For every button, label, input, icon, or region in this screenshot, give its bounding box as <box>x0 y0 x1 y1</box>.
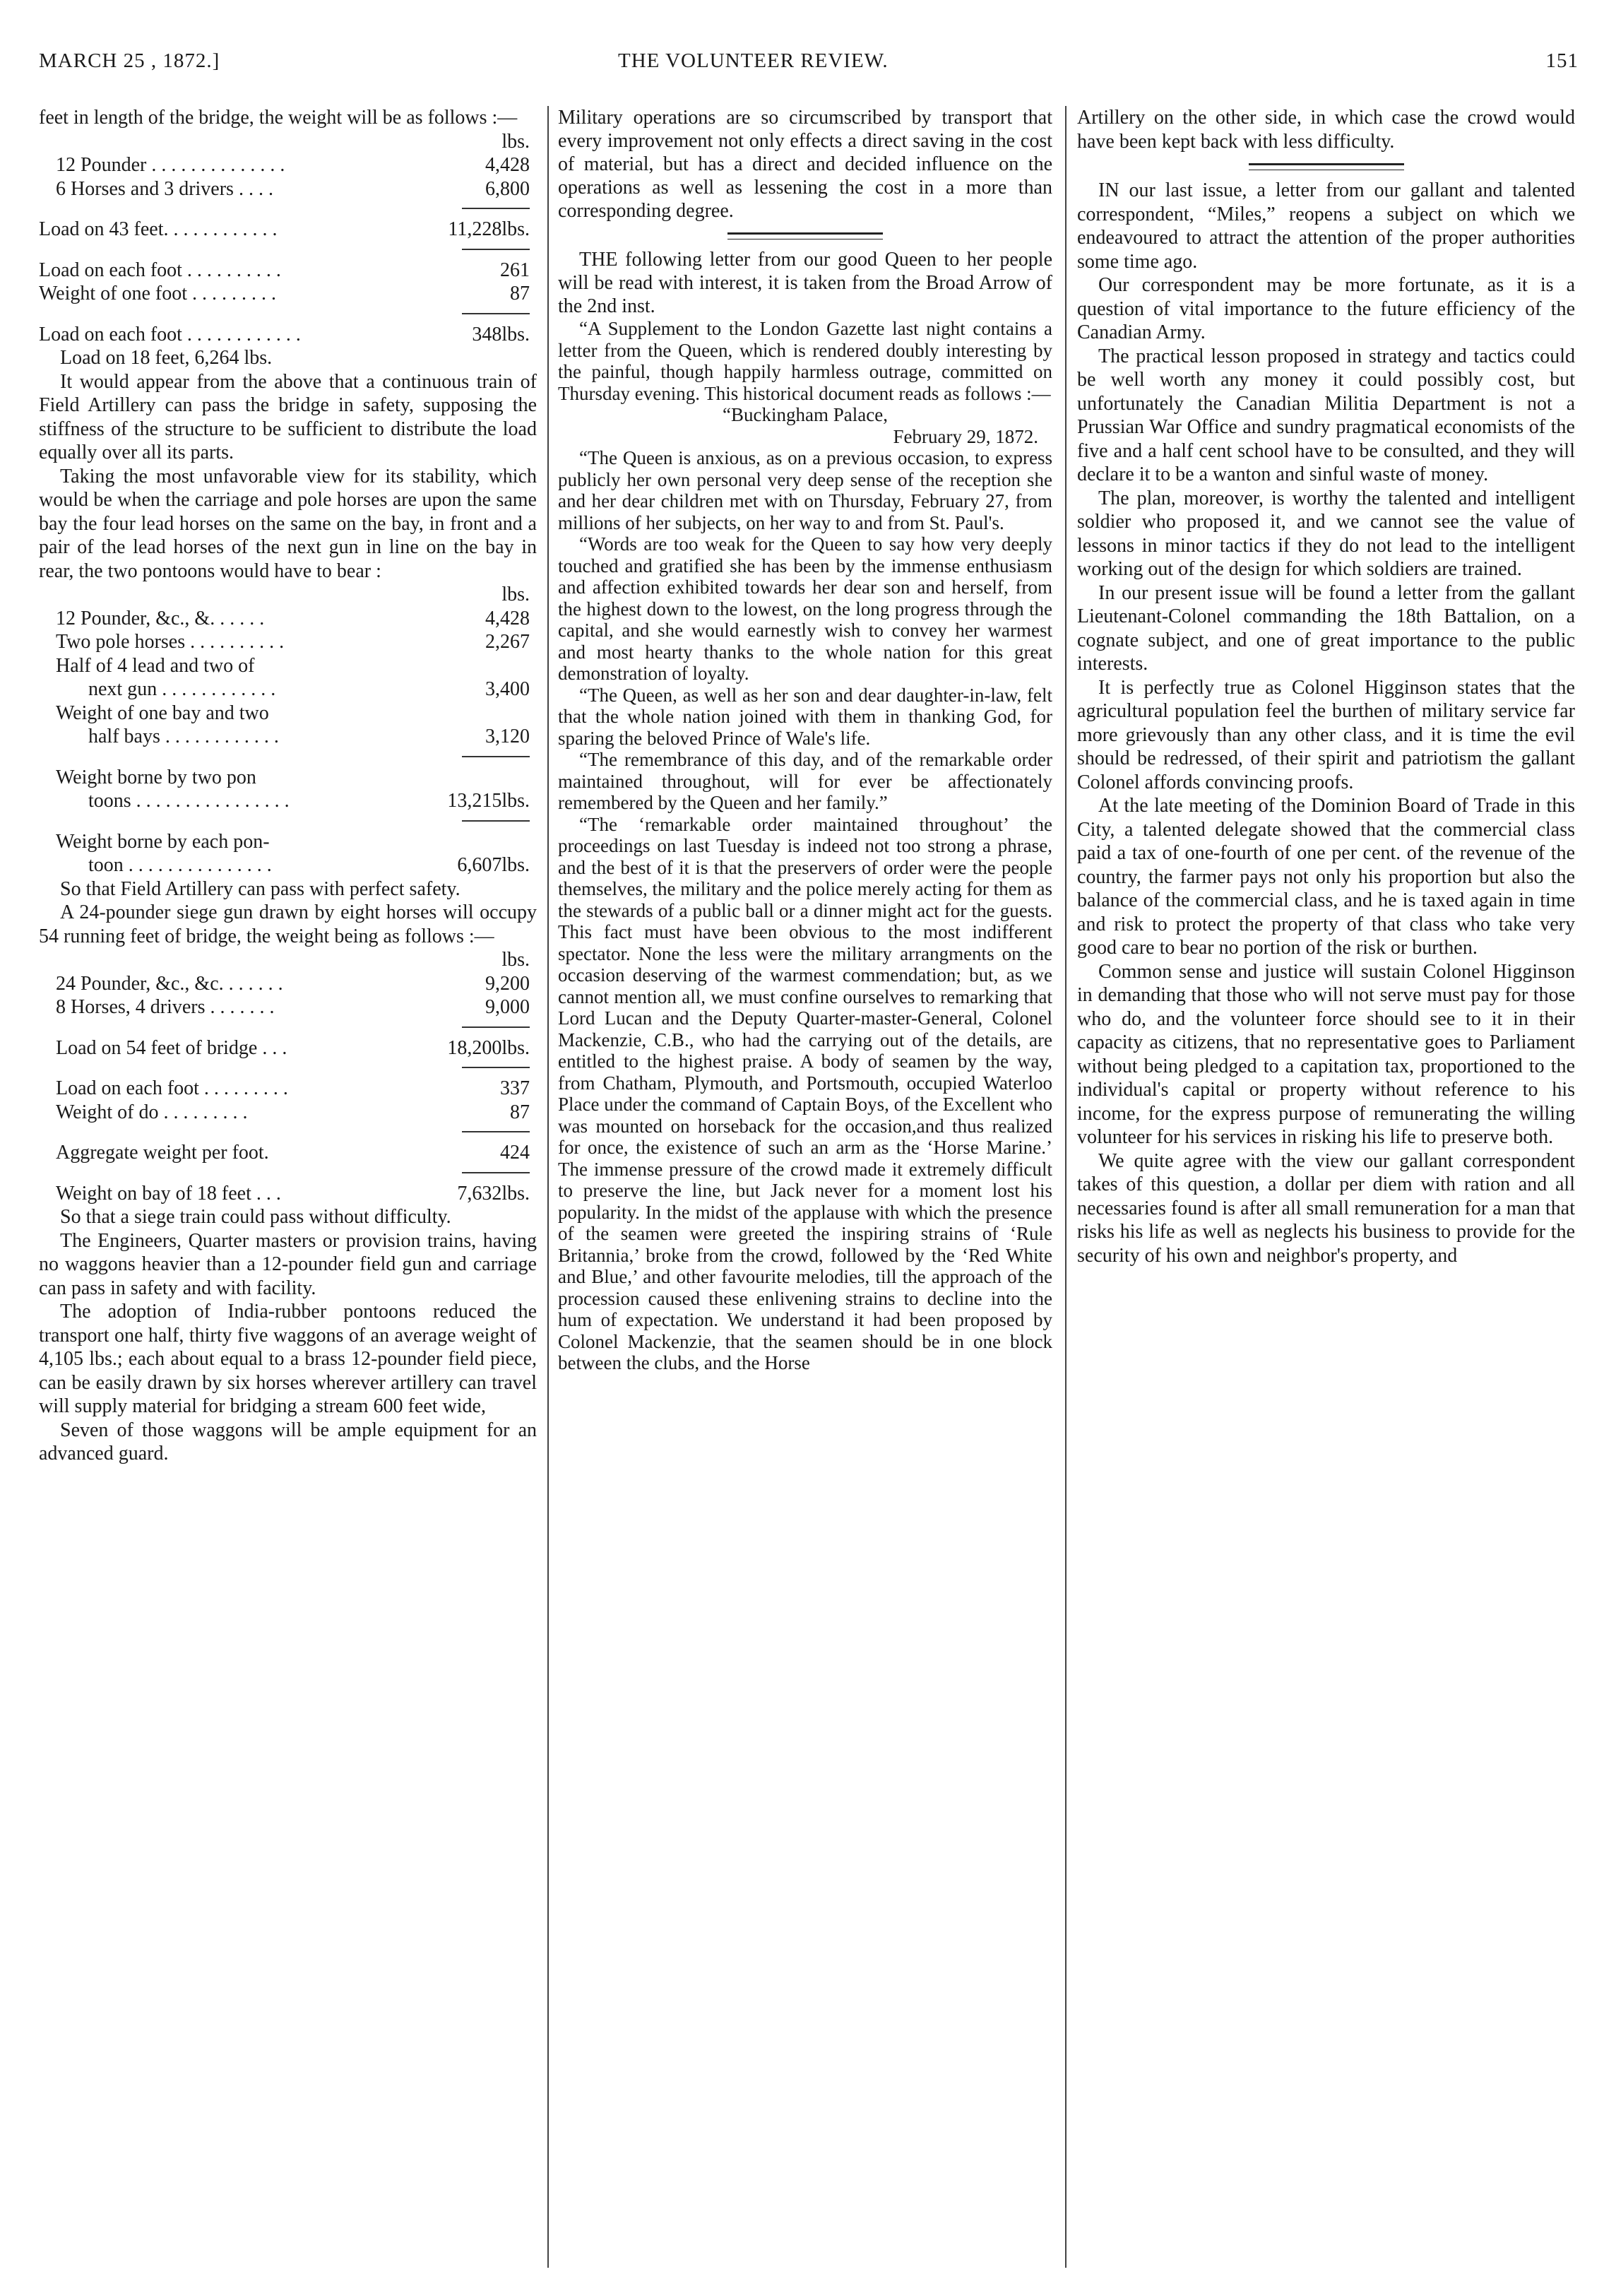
table1-unit <box>39 130 537 154</box>
table2-row <box>39 630 537 654</box>
table3-row <box>39 995 537 1019</box>
sum-rule <box>462 1172 530 1173</box>
row-label: Load on each foot . . . . . . . . . . <box>39 259 281 281</box>
sum-rule <box>462 820 530 822</box>
row-value: 7,632lbs. <box>457 1182 530 1205</box>
table3-row <box>39 1182 537 1206</box>
section-separator <box>727 232 883 239</box>
table3-row <box>39 972 537 996</box>
page-number: 151 <box>1545 49 1579 72</box>
sum-rule <box>462 249 530 250</box>
sum-rule <box>462 313 530 314</box>
table3-row <box>39 1077 537 1101</box>
table1-footer: Load on 18 feet, 6,264 lbs. <box>60 347 273 369</box>
row-label: toons . . . . . . . . . . . . . . . . <box>88 790 290 812</box>
row-value: 2,267 <box>485 631 530 653</box>
row-value: 9,000 <box>485 996 530 1018</box>
unit-label: lbs. <box>501 949 530 971</box>
row-label: Weight of do . . . . . . . . . <box>56 1101 248 1123</box>
paragraph: “The Queen is anxious, as on a previous occasion, to express publicly her own personal very deep sense of the reception she and her dear children met with on Thursday, February 27, from millions of her subjects, on her way to and from St. Paul's. <box>558 447 1052 533</box>
letter-date: February 29, 1872. <box>893 425 1038 447</box>
paragraph: IN our last issue, a letter from our gallant and talented correspondent, “Miles,” reopens a subject on which we endeavoured to attract the attention of the proper authorities some time ago. <box>1077 179 1575 273</box>
paragraph: “A Supplement to the London Gazette last night contains a letter from the Queen, which is rendered doubly interesting by the painful, though happily harmless outrage, committed on Thursday evening. This historical document reads as follows :— <box>558 318 1052 404</box>
table2-unit <box>39 583 537 607</box>
paragraph: Seven of those waggons will be ample equipment for an advanced guard. <box>39 1419 537 1464</box>
column-1 <box>39 106 537 2268</box>
paragraph: The Engineers, Quarter masters or provision trains, having no waggons heavier than a 12-pounder field gun and carriage can pass in safety and with facility. <box>39 1229 537 1299</box>
paragraph: So that Field Artillery can pass with perfect safety. <box>60 877 461 900</box>
table2-row <box>39 654 537 678</box>
paragraph: It is perfectly true as Colonel Higginson states that the agricultural population feel the burthen of military service far more grievously than any other class, and it is time the evil should be redressed, of their spirit and patriotism the gallant Colonel affords convincing proofs. <box>1077 676 1575 793</box>
row-label: Weight borne by each pon- <box>56 830 270 853</box>
paragraph: The adoption of India-rubber pontoons reduced the transport one half, thirty five waggons of an average weight of 4,105 lbs.; each about equal to a brass 12-pounder field piece, can be easily drawn by six horses wherever artillery can travel will supply material for bridging a stream 600 feet wide, <box>39 1301 537 1417</box>
row-value: 4,428 <box>485 607 530 629</box>
row-label: next gun . . . . . . . . . . . . <box>88 678 276 700</box>
paragraph: Common sense and justice will sustain Colonel Higginson in demanding that those who will not serve must pay for those who do, and the volunteer force should see to it in their capacity as citizens, that no representative goes to Parliament without being pledged to a capitation tax, proportioned to the individual's capital or property without reference to his income, for the express purpose of remunerating the willing volunteer for his services in risking his life to preserve both. <box>1077 960 1575 1148</box>
sum-rule <box>462 208 530 209</box>
paragraph: “Words are too weak for the Queen to say how very deeply touched and gratified she has been by the immense enthusiasm and affection exhibited towards her dear son and herself, from the highest down to the lowest, on the long progress through the capital, and she would earnestly wish to convey her warmest and most hearty thanks to the whole nation for this great demonstration of loyalty. <box>558 533 1052 684</box>
row-value: 87 <box>510 1101 530 1123</box>
row-label: half bays . . . . . . . . . . . . <box>88 726 279 747</box>
paragraph: Our correspondent may be more fortunate, as it is a question of vital importance to the future efficiency of the Canadian Army. <box>1077 274 1575 343</box>
table3-row <box>39 1141 537 1165</box>
paragraph: The plan, moreover, is worthy the talented and intelligent soldier who proposed it, and we cannot see the value of lessons in minor tactics if they do not lead to the intelligent working out of the design for which soldiers are trained. <box>1077 487 1575 580</box>
row-value: 337 <box>500 1077 530 1099</box>
page-header <box>39 49 1579 92</box>
row-value: 4,428 <box>485 154 530 176</box>
table2-row <box>39 607 537 631</box>
row-label: Weight of one bay and two <box>56 702 269 724</box>
row-label: Load on each foot . . . . . . . . . . . . <box>39 323 301 345</box>
paragraph: At the late meeting of the Dominion Board of Trade in this City, a talented delegate showed that the commercial class paid a tax of one-fourth of one per cent. of the revenue of the country, the farmer pays not only his proportion but also the balance of the commercial class, and he is taxed again in time and risk to protect the property of that class who take very good care to bear no portion of the risk or burthen. <box>1077 795 1575 959</box>
row-value: 348lbs. <box>472 323 530 345</box>
table1-row <box>39 177 537 201</box>
table3-unit <box>39 948 537 972</box>
table1-row <box>39 282 537 306</box>
column-rule-2 <box>1065 106 1067 2268</box>
row-label: Weight borne by two pon <box>56 766 256 788</box>
letter-place: “Buckingham Palace, <box>723 404 888 425</box>
issue-date: MARCH 25 , 1872.] <box>39 49 220 72</box>
paragraph: “The Queen, as well as her son and dear daughter-in-law, felt that the whole nation joined with them in thanking God, for sparing the beloved Prince of Wale's life. <box>558 684 1052 749</box>
table1-row <box>39 323 537 347</box>
row-value: 3,120 <box>485 726 530 747</box>
column-3 <box>1077 106 1575 2268</box>
row-label: Load on 43 feet. . . . . . . . . . . . <box>39 218 278 240</box>
row-value: 3,400 <box>485 678 530 700</box>
unit-label: lbs. <box>501 130 530 153</box>
table1-row <box>39 259 537 283</box>
section-separator <box>1249 163 1404 170</box>
col1-intro: feet in length of the bridge, the weight will be as follows :— <box>39 107 518 129</box>
row-value: 261 <box>500 259 530 281</box>
paragraph: In our present issue will be found a letter from the gallant Lieutenant-Colonel commanding the 18th Battalion, on a cognate subject, and one of great importance to the public interests. <box>1077 581 1575 675</box>
table1-row <box>39 153 537 177</box>
paragraph: Military operations are so circumscribed by transport that every improvement not only effects a direct saving in the cost of material, but has a direct and decided influence on the operations as well as lessening the cost in a more than corresponding degree. <box>558 107 1052 222</box>
column-2 <box>558 106 1052 2268</box>
sum-rule <box>462 1067 530 1068</box>
paragraph: Taking the most unfavorable view for its stability, which would be when the carriage and pole horses are upon the same bay the four lead horses on the same on the bay, in front and a pair of the lead horses of the next gun in line on the bay in rear, the two pontoons would have to bear : <box>39 465 537 582</box>
paragraph: Artillery on the other side, in which case the crowd would have been kept back with less difficulty. <box>1077 107 1575 153</box>
row-label: Weight of one foot . . . . . . . . . <box>39 283 277 304</box>
unit-label: lbs. <box>501 584 530 605</box>
table2-row <box>39 853 537 877</box>
table3-row <box>39 1101 537 1125</box>
journal-title: THE VOLUNTEER REVIEW. <box>618 49 889 72</box>
row-label: Aggregate weight per foot. <box>56 1142 269 1164</box>
row-label: Weight on bay of 18 feet . . . <box>56 1182 281 1205</box>
row-label: Load on 54 feet of bridge . . . <box>56 1036 287 1059</box>
table2-row <box>39 725 537 749</box>
paragraph: So that a siege train could pass without difficulty. <box>60 1206 451 1228</box>
paragraph: We quite agree with the view our gallant correspondent takes of this question, a dollar per diem with ration and all necessaries found is after all small remuneration for a man that risks his life as well as neglects his business to provide for the security of his own and neighbor's property, and <box>1077 1149 1575 1267</box>
paragraph: “The ‘remarkable order maintained throughout’ the proceedings on last Tuesday is indeed not too strong a phrase, and the best of it is that the preservers of order were the people themselves, the military and the police merely acting for them as the stewards of a public ball or a dinner might act for the guests. This fact must have been obvious to the most indifferent spectator. None the less were the military arrangments on the occasion deserving of the warmest commendation; but, as we cannot mention all, we must confine ourselves to remarking that Lord Lucan and the Deputy Quarter-master-General, Colonel Mackenzie, C.B., who had the carrying out of the details, are entitled to the highest praise. A body of seamen by the way, from Chatham, Plymouth, and Portsmouth, occupied Waterloo Place under the command of Captain Boys, of the Excellent who was mounted on horseback for the occasion,and thus realized for once, the existence of such an arm as the ‘Horse Marine.’ The immense pressure of the crowd made it extremely difficult to preserve the line, but Jack never for a moment lost his popularity. In the midst of the applause with which the presence of the seamen were greeted the inspiring strains of ‘Rule Britannia,’ broke from the crowd, followed by the ‘Red White and Blue,’ and other favourite melodies, till the approach of the procession caused these enlivening strains to decline into the hum of expectation. We understand it had been proposed by Colonel Mackenzie, that the seamen should be in one block between the clubs, and the Horse <box>558 813 1052 1373</box>
paragraph: A 24-pounder siege gun drawn by eight horses will occupy 54 running feet of bridge, the weight being as follows :— <box>39 901 537 947</box>
row-value: 18,200lbs. <box>447 1036 530 1059</box>
row-label: 12 Pounder . . . . . . . . . . . . . . <box>56 154 285 176</box>
paragraph: It would appear from the above that a continuous train of Field Artillery can pass the bridge in safety, supposing the stiffness of the structure to be sufficient to distribute the load equally over all its parts. <box>39 370 537 463</box>
row-value: 6,607lbs. <box>457 854 530 876</box>
table2-row <box>39 766 537 790</box>
table2-row <box>39 677 537 702</box>
row-label: Load on each foot . . . . . . . . . <box>56 1077 288 1099</box>
row-label: 8 Horses, 4 drivers . . . . . . . <box>56 996 275 1018</box>
paragraph: The practical lesson proposed in strategy and tactics could be well worth any money it could possibly cost, but unfortunately the Canadian Militia Department is not a Prussian War Office and sundry pragmatical economists of the five and a half cent school have to be consulted, and they will declare it to be a wanton and sinful waste of money. <box>1077 345 1575 485</box>
row-value: 9,200 <box>485 972 530 995</box>
column-rule-1 <box>547 106 549 2268</box>
row-label: toon . . . . . . . . . . . . . . . <box>88 854 272 876</box>
table1-row <box>39 218 537 242</box>
row-value: 6,800 <box>485 177 530 200</box>
row-value: 13,215lbs. <box>447 790 530 812</box>
table2-row <box>39 830 537 854</box>
row-label: Half of 4 lead and two of <box>56 654 255 677</box>
sum-rule <box>462 1026 530 1028</box>
table2-row <box>39 702 537 726</box>
sum-rule <box>462 1131 530 1132</box>
row-value: 424 <box>500 1142 530 1164</box>
row-label: 12 Pounder, &c., &. . . . . . <box>56 607 265 629</box>
table3-row <box>39 1036 537 1060</box>
row-label: 24 Pounder, &c., &c. . . . . . . <box>56 972 283 995</box>
paragraph: “The remembrance of this day, and of the remarkable order maintained throughout, will for ever be affectionately remembered by the Queen and her family.” <box>558 749 1052 813</box>
row-value: 87 <box>510 283 530 304</box>
paragraph: THE following letter from our good Queen to her people will be read with interest, it is taken from the Broad Arrow of the 2nd inst. <box>558 249 1052 317</box>
row-label: 6 Horses and 3 drivers . . . . <box>56 177 273 200</box>
table2-row <box>39 789 537 813</box>
row-label: Two pole horses . . . . . . . . . . <box>56 631 285 653</box>
sum-rule <box>462 756 530 757</box>
row-value: 11,228lbs. <box>448 218 530 240</box>
